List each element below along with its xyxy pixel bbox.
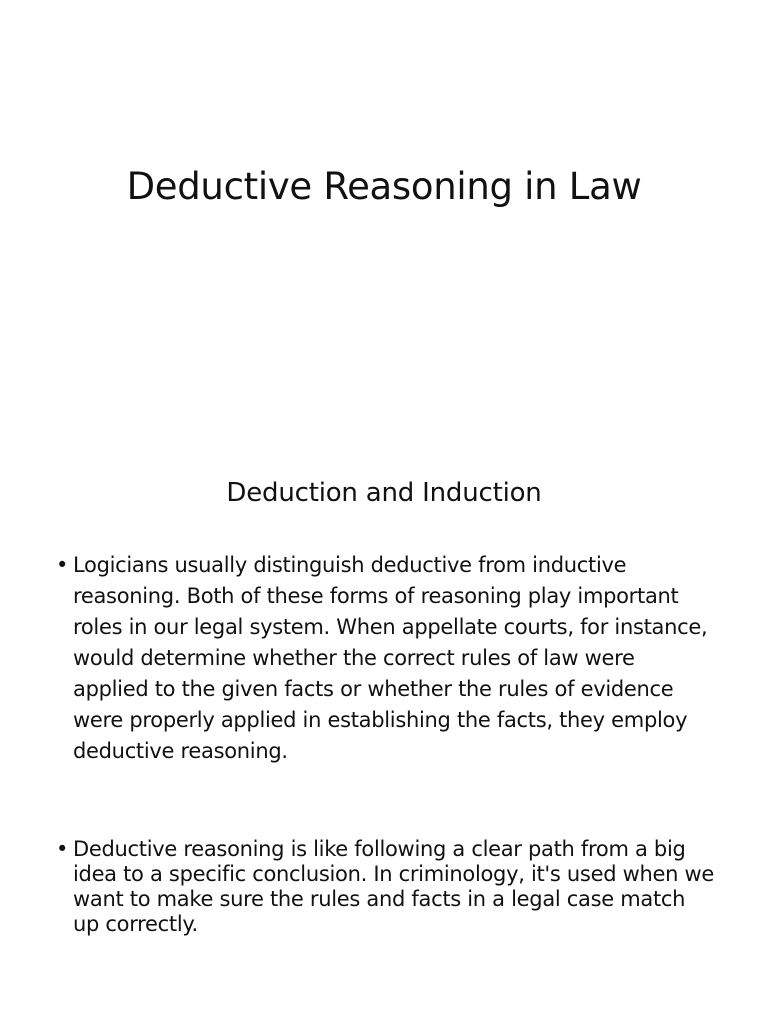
content-slide-title: Deduction and Induction <box>226 478 542 508</box>
slide-title: Deductive Reasoning in Law <box>126 165 642 208</box>
bullet-text: Logicians usually distinguish deductive from inductive reasoning. Both of these forms of reasoning play important roles in our legal system. When appellate courts, for instance, would determine whether the correct rules of law were applied to the given facts or whether the rules of evidence were properly applied in establishing the facts, they employ deductive reasoning. <box>73 553 708 763</box>
bullet-dot-icon: • <box>56 553 69 577</box>
content-slide <box>0 430 768 1024</box>
bullet-dot-icon: • <box>56 837 69 861</box>
bullet-list <box>56 550 716 937</box>
bullet-text: Deductive reasoning is like following a clear path from a big idea to a specific conclusion. In criminology, it's used when we want to make sure the rules and facts in a legal case match up correctly. <box>73 837 714 936</box>
title-slide <box>0 0 768 430</box>
bullet-item <box>56 837 716 937</box>
bullet-item <box>56 550 716 767</box>
